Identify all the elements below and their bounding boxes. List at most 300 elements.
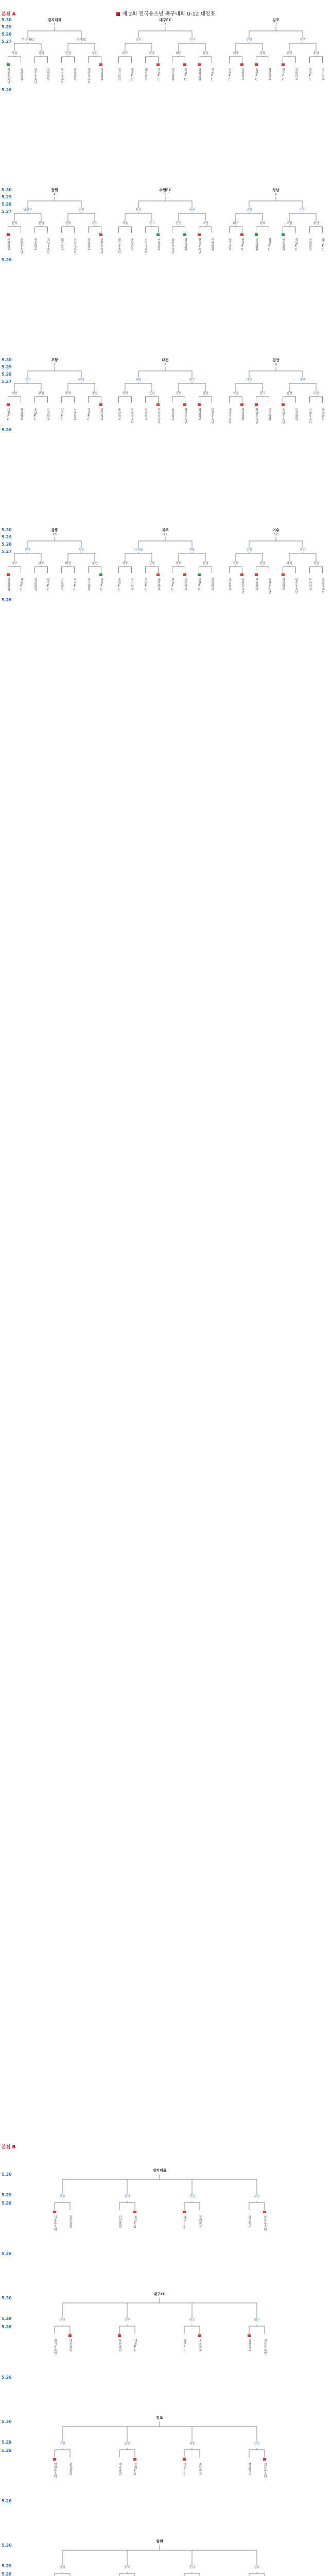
final-team: 인천 xyxy=(189,2195,195,2198)
result-flag xyxy=(248,2334,251,2337)
semi-team: 청주 xyxy=(189,378,195,382)
group-bracket-lines xyxy=(222,528,329,685)
leaf-team: 전남유소년 xyxy=(254,408,258,423)
leaf-team: 부산유소년 xyxy=(156,408,161,423)
result-flag xyxy=(240,573,243,576)
leaf-team: 강원학교 xyxy=(210,578,214,590)
leaf-team: 경북학교 xyxy=(281,578,285,590)
group-top-team: 천안 xyxy=(272,358,279,362)
result-flag xyxy=(255,233,258,236)
round-date: 5.26 xyxy=(2,258,12,262)
leaf-team: 서울유소년 xyxy=(53,2215,57,2231)
result-flag xyxy=(99,63,102,66)
quarter-team: 경남 xyxy=(313,562,319,565)
result-flag xyxy=(156,573,160,576)
semi-team: 광주 xyxy=(300,38,306,42)
leaf-team: 충남클럽 xyxy=(130,238,134,250)
round-date: 5.28 xyxy=(2,2572,12,2576)
final-team: 세종 xyxy=(189,2442,195,2446)
result-flag xyxy=(53,2458,56,2461)
leaf-team: 전남클럽 xyxy=(308,238,312,250)
result-flag xyxy=(198,573,201,576)
quarter-team: 서울 xyxy=(11,52,18,55)
leaf-team: 서울FC xyxy=(210,68,214,81)
round-date: 5.30 xyxy=(2,358,12,362)
leaf-team: 충남FC xyxy=(183,68,187,81)
round-date: 5.30 xyxy=(2,2296,12,2300)
semi-team: 부산 xyxy=(189,38,195,42)
leaf-team: 대전유소년 xyxy=(210,408,214,423)
leaf-team: 경남학교 xyxy=(197,408,201,420)
result-flag xyxy=(198,403,201,406)
round-date: 5.29 xyxy=(2,25,12,29)
result-flag xyxy=(118,2334,121,2337)
quarter-team: 전남 xyxy=(38,222,44,225)
round-date: 5.28 xyxy=(2,2448,12,2453)
final-team: 충남 xyxy=(189,2566,195,2569)
leaf-team: 경남유소년 xyxy=(46,238,50,253)
leaf-team: 부산학교 xyxy=(6,238,10,250)
quarter-team: 울산 xyxy=(202,52,208,55)
final-team: 대전 xyxy=(59,2442,65,2446)
leaf-team: 울산유소년 xyxy=(267,578,271,594)
leaf-team: 부산학교 xyxy=(308,578,312,590)
quarter-team: 부산 xyxy=(313,392,319,395)
leaf-team: 경남클럽 xyxy=(240,408,244,420)
group-number: 1 xyxy=(54,23,56,26)
group-top-team: 제주 xyxy=(162,528,169,532)
leaf-team: 대전학교 xyxy=(156,578,161,590)
leaf-team: 경기유소년 xyxy=(183,408,187,423)
result-flag xyxy=(240,403,243,406)
leaf-team: 경남FC xyxy=(144,578,148,591)
leaf-team: 대전클럽 xyxy=(144,68,148,80)
final-team: 대전 xyxy=(254,2318,260,2322)
quarter-team: 대구 xyxy=(122,52,128,55)
round-date: 5.29 xyxy=(2,535,12,539)
leaf-team: 울산FC xyxy=(254,68,258,81)
group-top-team: 여수 xyxy=(272,528,279,532)
leaf-team: 인천클럽 xyxy=(118,2215,121,2228)
leaf-team: 세종FC xyxy=(130,68,134,81)
leaf-team: 충남유소년 xyxy=(281,408,285,423)
result-flag xyxy=(255,403,258,406)
leaf-team: 충북클럽 xyxy=(73,68,77,80)
leaf-team: 충북학교 xyxy=(198,2339,202,2351)
leaf-team: 대구학교 xyxy=(183,578,187,590)
round-date: 5.27 xyxy=(2,209,12,214)
result-flag xyxy=(133,2458,136,2461)
leaf-team: 인천유소년 xyxy=(240,578,244,594)
round-date: 5.26 xyxy=(2,2251,12,2256)
result-flag xyxy=(282,233,285,236)
semi-team: 안양 xyxy=(300,208,306,212)
leaf-team: 울산학교 xyxy=(248,2339,251,2351)
quarter-team: 경북 xyxy=(286,562,292,565)
result-flag xyxy=(7,233,10,236)
leaf-team: 충남학교 xyxy=(198,2463,202,2475)
round-date: 5.30 xyxy=(2,188,12,192)
leaf-team: 대전FC xyxy=(6,408,10,421)
quarter-team: 경기 xyxy=(38,52,44,55)
leaf-team: 경기클럽 xyxy=(117,68,121,80)
result-flag xyxy=(183,2211,186,2213)
quarter-team: 경남 xyxy=(92,222,98,225)
quarter-team: 충남 xyxy=(92,392,98,395)
leaf-team: 대구클럽 xyxy=(118,2463,121,2475)
semi-team: 목포 xyxy=(189,548,195,552)
leaf-team: 경남클럽 xyxy=(99,68,103,80)
group-top-team: 경기대표 xyxy=(47,18,62,22)
semi-team: 구미 xyxy=(78,378,84,382)
page-title xyxy=(0,9,332,17)
quarter-team: 경기 xyxy=(259,392,266,395)
quarter-team: 강원 xyxy=(38,392,44,395)
result-flag xyxy=(240,233,243,236)
final-team: 충북 xyxy=(124,2566,130,2569)
semi-team: 원주 xyxy=(25,548,31,552)
quarter-team: 서울 xyxy=(233,392,239,395)
result-flag xyxy=(53,2211,56,2213)
section-label: 본선 B xyxy=(2,2145,16,2150)
result-flag xyxy=(263,2458,266,2461)
result-flag xyxy=(240,63,243,66)
round-date: 5.27 xyxy=(2,379,12,384)
leaf-team: 경기클럽 xyxy=(86,578,91,590)
title-text: 제 2회 전국유소년 축구대회 U-12 대진표 xyxy=(122,11,216,17)
group-number: 2 xyxy=(164,23,166,26)
result-flag xyxy=(183,63,186,66)
round-date: 5.29 xyxy=(2,365,12,369)
leaf-team: 광주클럽 xyxy=(228,238,232,250)
round-date: 5.28 xyxy=(2,542,12,547)
group-bracket-lines xyxy=(222,18,329,175)
leaf-team: 대구FC xyxy=(183,2215,186,2229)
leaf-team: 대전클럽 xyxy=(68,2339,72,2351)
round-date: 5.28 xyxy=(2,2325,12,2329)
quarter-team: 충남 xyxy=(313,52,319,55)
leaf-team: 대전학교 xyxy=(248,2215,251,2228)
semi-team: 경주 xyxy=(25,378,31,382)
leaf-team: 세종유소년 xyxy=(86,68,91,83)
final-team: 서울 xyxy=(59,2195,65,2198)
quarter-team: 울산 xyxy=(313,222,319,225)
final-top-team: 대구FC xyxy=(153,2292,166,2296)
leaf-team: 광주FC xyxy=(46,578,50,591)
quarter-team: 부산 xyxy=(202,222,208,225)
result-flag xyxy=(282,573,285,576)
quarter-team: 세종 xyxy=(233,52,239,55)
leaf-team: 경북클럽 xyxy=(33,578,37,590)
result-flag xyxy=(198,2334,201,2337)
leaf-team: 경북유소년 xyxy=(130,408,134,423)
round-date: 5.27 xyxy=(2,39,12,44)
quarter-team: 대구 xyxy=(11,562,18,565)
group-bracket-lines xyxy=(112,528,219,685)
leaf-team: 세종학교 xyxy=(33,238,37,250)
result-flag xyxy=(198,63,201,66)
quarter-team: 대구 xyxy=(233,222,239,225)
leaf-team: 전남학교 xyxy=(19,408,23,420)
result-flag xyxy=(7,63,10,66)
title-mark xyxy=(116,12,120,16)
leaf-team: 강원학교 xyxy=(198,2215,202,2228)
leaf-team: 전북유소년 xyxy=(263,2339,267,2354)
final-team: 부산 xyxy=(254,2195,260,2198)
round-date: 5.26 xyxy=(2,428,12,432)
group-top-team: 강릉 xyxy=(51,528,58,532)
leaf-team: 대구유소년 xyxy=(117,238,121,253)
leaf-team: 부산클럽 xyxy=(210,238,214,250)
leaf-team: 대전학교 xyxy=(60,238,64,250)
group-top-team: 성남 xyxy=(272,188,279,192)
final-team: 광주 xyxy=(189,2318,195,2322)
round-date: 5.28 xyxy=(2,32,12,37)
final-team: 경기 xyxy=(124,2195,130,2198)
semi-team: 고양 xyxy=(246,208,252,212)
leaf-team: 광주학교 xyxy=(99,408,103,420)
quarter-team: 대전 xyxy=(176,52,182,55)
semi-team: 춘천 xyxy=(78,208,84,212)
leaf-team: 세종FC xyxy=(133,2339,137,2352)
group-top-team: 창원 xyxy=(51,188,58,192)
round-date: 5.26 xyxy=(2,88,12,92)
leaf-team: 강원클럽 xyxy=(6,578,10,590)
result-flag xyxy=(255,63,258,66)
quarter-team: 광주 xyxy=(38,562,44,565)
round-date: 5.26 xyxy=(2,598,12,602)
semi-team: 남양주 xyxy=(23,208,32,212)
quarter-team: 충북 xyxy=(286,52,292,55)
final-bracket-lines xyxy=(21,2421,329,2524)
leaf-team: 충남유소년 xyxy=(263,2215,267,2231)
leaf-team: 전북학교 xyxy=(294,68,298,80)
leaf-team: 울산FC xyxy=(133,2215,137,2229)
leaf-team: 충남FC xyxy=(33,408,37,421)
result-flag xyxy=(183,573,186,576)
result-flag xyxy=(183,233,186,236)
group-number: 11 xyxy=(163,533,167,536)
final-top-team: 창원 xyxy=(156,2539,163,2544)
leaf-team: 전북학교 xyxy=(144,408,148,420)
quarter-team: 인천 xyxy=(65,52,71,55)
final-team: 울산 xyxy=(124,2442,130,2446)
leaf-team: 경북학교 xyxy=(267,68,271,80)
semi-team: 용인 xyxy=(189,208,195,212)
group-top-team: 대전 xyxy=(162,358,169,362)
leaf-team: 전남FC xyxy=(170,578,174,591)
final-bracket-lines xyxy=(21,2174,329,2277)
quarter-team: 대전 xyxy=(65,562,71,565)
semi-team: 울산 xyxy=(135,38,142,42)
group-number: 6 xyxy=(275,193,277,196)
quarter-team: 전북 xyxy=(233,562,239,565)
leaf-team: 강원유소년 xyxy=(144,238,148,253)
leaf-team: 서울유소년 xyxy=(308,408,312,423)
quarter-team: 충남 xyxy=(202,562,208,565)
result-flag xyxy=(282,63,285,66)
leaf-team: 충북학교 xyxy=(170,408,174,420)
semi-team: 광양 xyxy=(300,548,306,552)
round-date: 5.28 xyxy=(2,202,12,207)
leaf-team: 부산클럽 xyxy=(118,2339,121,2351)
group-number: 10 xyxy=(53,533,57,536)
leaf-team: 전북FC xyxy=(240,238,244,251)
quarter-team: 경기 xyxy=(149,222,155,225)
round-date: 5.29 xyxy=(2,2316,12,2321)
quarter-team: 광주 xyxy=(259,222,266,225)
semi-team: 평택 xyxy=(300,378,306,382)
quarter-team: 강원 xyxy=(259,52,266,55)
leaf-team: 경기학교 xyxy=(130,578,134,590)
group-bracket-lines xyxy=(222,358,329,515)
leaf-team: 부산FC xyxy=(73,578,77,591)
leaf-team: 서울학교 xyxy=(254,578,258,590)
group-number: 4 xyxy=(54,193,56,196)
leaf-team: 충북유소년 xyxy=(321,578,325,594)
result-flag xyxy=(263,2211,266,2213)
quarter-team: 서울 xyxy=(122,222,128,225)
leaf-team: 충북클럽 xyxy=(254,238,258,250)
leaf-team: 충북유소년 xyxy=(19,238,23,253)
result-flag xyxy=(255,573,258,576)
group-bracket-lines xyxy=(222,188,329,345)
result-flag xyxy=(156,233,160,236)
final-team: 대구 xyxy=(124,2318,130,2322)
round-date: 5.29 xyxy=(2,2193,12,2197)
group-number: 7 xyxy=(54,363,56,366)
leaf-team: 전남유소년 xyxy=(263,2463,267,2478)
leaf-team: 인천FC xyxy=(228,68,232,81)
leaf-team: 경기유소년 xyxy=(53,2339,57,2354)
leaf-team: 전남유소년 xyxy=(73,238,77,253)
leaf-team: 인천유소년 xyxy=(99,238,103,253)
quarter-team: 전북 xyxy=(11,222,18,225)
quarter-team: 전북 xyxy=(122,392,128,395)
result-flag xyxy=(99,403,102,406)
quarter-team: 인천 xyxy=(286,392,292,395)
leaf-team: 전남FC xyxy=(156,68,161,81)
leaf-team: 경북FC xyxy=(86,408,91,421)
leaf-team: 대구클럽 xyxy=(170,68,174,80)
leaf-team: 울산클럽 xyxy=(321,408,325,420)
round-date: 5.28 xyxy=(2,2201,12,2206)
result-flag xyxy=(183,403,186,406)
leaf-team: 충남학교 xyxy=(228,578,232,590)
leaf-team: 서울클럽 xyxy=(156,238,161,250)
round-date: 5.27 xyxy=(2,549,12,554)
quarter-team: 부산 xyxy=(92,52,98,55)
round-date: 5.29 xyxy=(2,195,12,199)
result-flag xyxy=(133,2211,136,2213)
result-flag xyxy=(7,403,10,406)
result-flag xyxy=(156,403,160,406)
group-top-team: 수원FC xyxy=(159,188,171,192)
leaf-team: 강원학교 xyxy=(240,68,244,80)
result-flag xyxy=(68,2334,72,2337)
final-team: 전북 xyxy=(254,2566,260,2569)
final-team: 부산 xyxy=(59,2318,65,2322)
quarter-team: 경남 xyxy=(202,392,208,395)
quarter-team: 경북 xyxy=(65,222,71,225)
leaf-team: 울산클럽 xyxy=(68,2463,72,2475)
group-top-team: 대구FC xyxy=(159,18,171,22)
semi-team: 인천 xyxy=(246,38,252,42)
group-bracket-lines xyxy=(112,358,219,515)
quarter-team: 인천 xyxy=(176,222,182,225)
round-date: 5.30 xyxy=(2,528,12,532)
leaf-team: 전북클럽 xyxy=(46,68,50,80)
leaf-team: 광주FC xyxy=(281,68,285,81)
round-date: 5.29 xyxy=(2,2440,12,2445)
quarter-team: 세종 xyxy=(11,392,18,395)
quarter-team: 대전 xyxy=(286,222,292,225)
leaf-team: 충북FC xyxy=(117,578,121,591)
leaf-team: 광주FC xyxy=(183,2339,186,2352)
round-date: 5.30 xyxy=(2,2543,12,2548)
semi-team: 아산 xyxy=(246,378,252,382)
quarter-team: 전남 xyxy=(259,562,266,565)
quarter-team: 전남 xyxy=(149,392,155,395)
semi-team: 전북FC xyxy=(76,38,86,42)
semi-team: 서귀포 xyxy=(134,548,143,552)
leaf-team: 세종학교 xyxy=(248,2463,251,2475)
section-label: 본선 A xyxy=(2,12,16,17)
result-flag xyxy=(183,2458,186,2461)
result-flag xyxy=(7,573,10,576)
leaf-team: 강원클럽 xyxy=(197,68,201,80)
leaf-team: 대구FC xyxy=(321,238,325,251)
final-team: 강원 xyxy=(59,2566,65,2569)
group-number: 9 xyxy=(275,363,277,366)
quarter-team: 광주 xyxy=(149,52,155,55)
leaf-team: 충북FC xyxy=(308,68,312,81)
leaf-team: 대구클럽 xyxy=(267,408,271,420)
round-date: 5.29 xyxy=(2,2564,12,2568)
leaf-team: 강원FC xyxy=(60,408,64,421)
result-flag xyxy=(198,233,201,236)
quarter-team: 울산 xyxy=(92,562,98,565)
final-bracket-lines xyxy=(21,2545,329,2576)
leaf-team: 강원FC xyxy=(133,2463,137,2476)
leaf-team: 서울FC xyxy=(19,578,23,591)
final-top-team: 김포 xyxy=(156,2416,163,2420)
round-date: 5.30 xyxy=(2,18,12,22)
group-number: 12 xyxy=(274,533,278,536)
leaf-team: 충남학교 xyxy=(86,238,91,250)
semi-team: 세종 xyxy=(135,378,142,382)
final-top-team: 경기대표 xyxy=(152,2168,167,2173)
final-team: 강원 xyxy=(254,2442,260,2446)
quarter-team: 충북 xyxy=(65,392,71,395)
quarter-team: 충북 xyxy=(176,562,182,565)
quarter-team: 경북 xyxy=(176,392,182,395)
leaf-team: 부산유소년 xyxy=(60,68,64,83)
quarter-team: 강원 xyxy=(149,562,155,565)
leaf-team: 경기학교 xyxy=(321,68,325,80)
leaf-team: 광주유소년 xyxy=(294,578,298,594)
semi-team: 속초 xyxy=(78,548,84,552)
group-top-team: 김포 xyxy=(272,18,279,22)
leaf-team: 울산클럽 xyxy=(19,68,23,80)
leaf-team: 서울유소년 xyxy=(6,68,10,83)
leaf-team: 인천클럽 xyxy=(294,408,298,420)
leaf-team: 전북유소년 xyxy=(197,238,201,253)
leaf-team: 울산학교 xyxy=(117,408,121,420)
result-flag xyxy=(99,573,102,576)
leaf-team: 울산유소년 xyxy=(170,238,174,253)
round-date: 5.30 xyxy=(2,2419,12,2424)
